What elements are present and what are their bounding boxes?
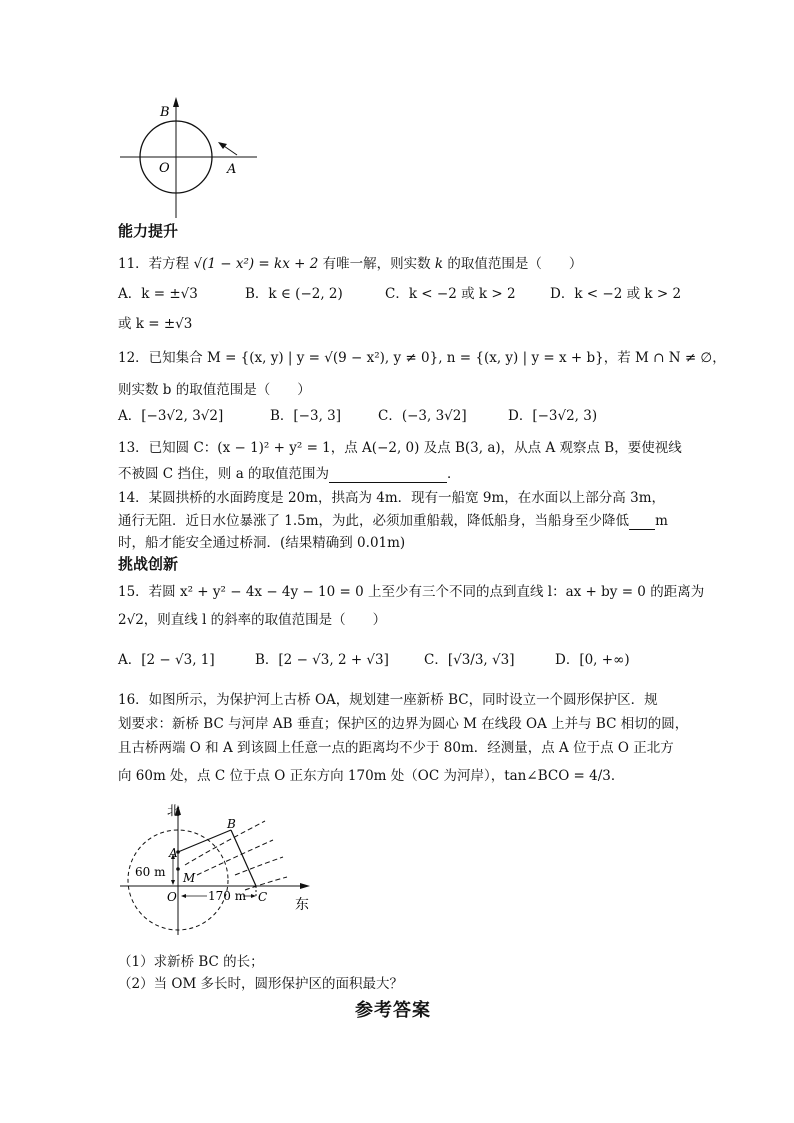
- q14-line3: 时，船才能安全通过桥洞．(结果精确到 0.01m): [118, 535, 406, 551]
- q16-line4: 向 60m 处，点 C 位于点 O 正东方向 170m 处（OC 为河岸），tan∠BCO = 4/3．: [118, 768, 625, 784]
- fig2-label-a: A: [169, 846, 178, 860]
- q11-stem-end: 的取值范围是（ ）: [447, 256, 583, 272]
- q15-option-b: B．[2 − √3, 2 + √3]: [255, 652, 389, 668]
- q11-stem-pre: 11．若方程: [118, 256, 190, 272]
- fig2-label-b: B: [227, 817, 236, 831]
- q13-line1: 13．已知圆 C：(x − 1)² + y² = 1，点 A(−2, 0) 及点 B(3, a)，从点 A 观察点 B，要使视线: [118, 440, 682, 456]
- figure-bridge: [115, 795, 325, 950]
- q13-line2-text: 不被圆 C 挡住，则 a 的取值范围为: [118, 466, 330, 482]
- q15-line2: 2√2，则直线 l 的斜率的取值范围是（ ）: [118, 612, 387, 628]
- answers-title: 参考答案: [355, 1000, 431, 1021]
- q14-line1: 14．某圆拱桥的水面跨度是 20m，拱高为 4m．现有一船宽 9m，在水面以上部分高 3m，: [118, 490, 665, 506]
- fig2-label-o: O: [167, 890, 177, 904]
- q11-option-d: D．k < −2 或 k > 2: [550, 286, 682, 302]
- q12-option-d: D．[−3√2, 3): [508, 408, 598, 424]
- q14-line2-text: 通行无阻．近日水位暴涨了 1.5m，为此，必须加重船载，降低船身，当船身至少降低: [118, 513, 630, 529]
- q12-line2: 则实数 b 的取值范围是（ ）: [118, 382, 311, 398]
- fig1-label-a: A: [227, 162, 237, 177]
- q13-answer-blank[interactable]: [329, 466, 447, 483]
- q16-sub2: （2）当 OM 多长时，圆形保护区的面积最大？: [118, 976, 404, 992]
- q11-var: k: [434, 256, 444, 272]
- q14-line2-end: m: [655, 513, 668, 529]
- section-challenge: 挑战创新: [118, 555, 179, 573]
- q12-line1: 12．已知集合 M = {(x, y) | y = √(9 − x²), y ≠ 0}, n = {(x, y) | y = x + b}，若 M ∩ N ≠ ∅，: [118, 350, 726, 366]
- q11-option-b: B．k ∈ (−2, 2): [245, 286, 343, 302]
- q11-stem: [118, 252, 582, 272]
- q16-line1: 16．如图所示，为保护河上古桥 OA，规划建一座新桥 BC，同时设立一个圆形保护区．规: [118, 692, 658, 708]
- q11-option-c: C．k < −2 或 k > 2: [385, 286, 516, 302]
- q11-stem-post: 有唯一解，则实数: [322, 256, 431, 272]
- q15-line1: 15．若圆 x² + y² − 4x − 4y − 10 = 0 上至少有三个不同的点到直线 l：ax + by = 0 的距离为: [118, 584, 705, 600]
- fig1-label-b: B: [160, 105, 170, 120]
- fig2-label-c: C: [258, 890, 268, 904]
- q14-line2: [118, 509, 668, 530]
- q12-option-b: B．[−3, 3]: [270, 408, 342, 424]
- fig2-east-label: 东: [295, 897, 309, 913]
- section-ability: 能力提升: [118, 222, 179, 240]
- q13-line2-end: ．: [447, 466, 461, 482]
- q11-stem-math: √(1 − x²) = kx + 2: [193, 256, 319, 272]
- q11-option-d-cont: 或 k = ±√3: [118, 316, 193, 332]
- fig1-label-o: O: [159, 161, 170, 176]
- q15-option-c: C．[√3/3, √3]: [424, 652, 515, 668]
- q16-line2: 划要求：新桥 BC 与河岸 AB 垂直；保护区的边界为圆心 M 在线段 OA 上并与 BC 相切的圆，: [118, 716, 689, 732]
- fig2-distance-60: 60 m: [135, 865, 166, 879]
- q13-line2: [118, 462, 461, 483]
- q15-option-d: D．[0, +∞): [555, 652, 630, 668]
- q16-sub1: （1）求新桥 BC 的长；: [118, 954, 264, 970]
- q16-line3: 且古桥两端 O 和 A 到该圆上任意一点的距离均不少于 80m．经测量，点 A 位于点 O 正北方: [118, 740, 674, 756]
- q15-option-a: A．[2 − √3, 1]: [118, 652, 215, 668]
- q14-answer-blank[interactable]: [629, 513, 655, 530]
- fig2-label-m: M: [183, 871, 196, 885]
- q11-option-a: A．k = ±√3: [118, 286, 198, 302]
- figure-circle-axes: [115, 95, 265, 220]
- fig2-north-label: 北: [167, 804, 181, 819]
- fig2-distance-170: 170 m: [208, 889, 247, 903]
- q12-option-a: A．[−3√2, 3√2]: [118, 408, 224, 424]
- q12-option-c: C．(−3, 3√2]: [378, 408, 467, 424]
